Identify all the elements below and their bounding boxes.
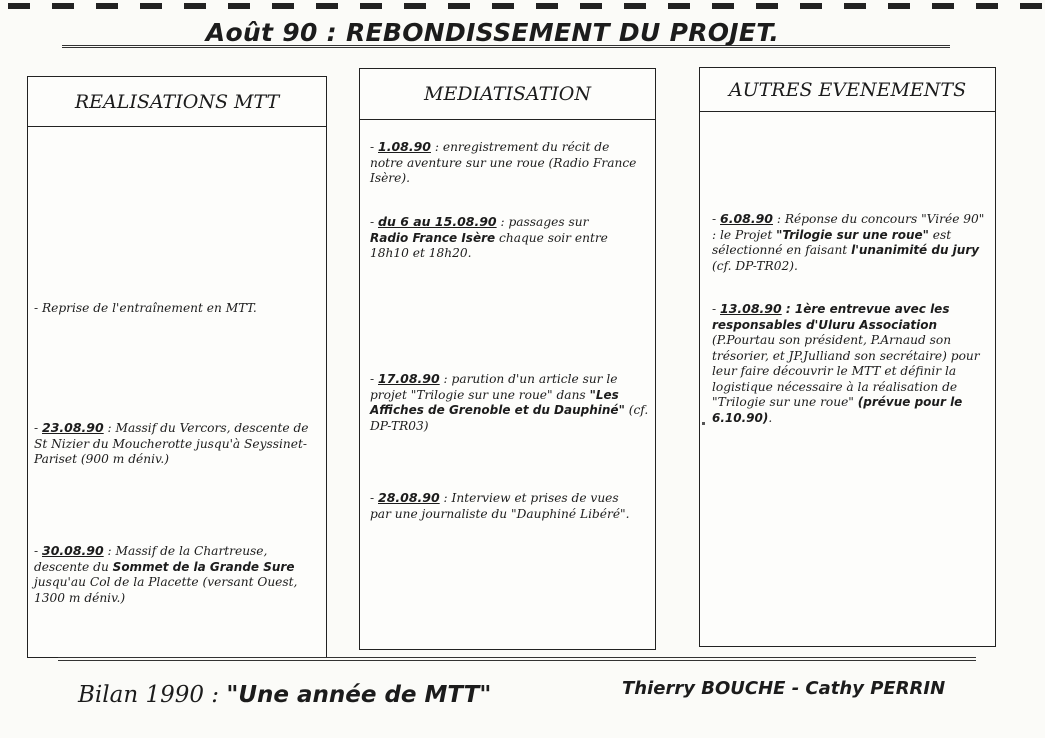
column-heading: AUTRES EVENEMENTS: [700, 68, 995, 112]
footer-divider: [58, 657, 976, 661]
entry-date: 30.08.90: [42, 543, 104, 558]
entry-13-08: - 13.08.90 : 1ère entrevue avec les responsables d'Uluru Association (P.Pourtau son président, P.Arnaud son trésorier, et JP.Julliand son secrétaire) pour leur faire découvrir le MTT et définir la logistique nécessaire à la réalisation de "Trilogie sur une roue" (prévue pour le 6.10.90).: [712, 301, 980, 425]
entry-date: 1.08.90: [378, 139, 431, 154]
entry-17-08: - 17.08.90 : parution d'un article sur le projet "Trilogie sur une roue" dans "Les Affiches de Grenoble et du Dauphiné" (cf. DP-TR03): [370, 371, 649, 433]
entry-1-08: - 1.08.90 : enregistrement du récit de notre aventure sur une roue (Radio France Isère).: [370, 139, 637, 185]
footer-authors: Thierry BOUCHE - Cathy PERRIN: [622, 678, 946, 699]
column-mediatisation: [359, 68, 656, 650]
entry-date: 6.08.90: [720, 211, 773, 226]
entry-date: 13.08.90: [720, 301, 782, 316]
entry-23-08: - 23.08.90 : Massif du Vercors, descente de St Nizier du Moucherotte jusqu'à Seyssinet-Pariset (900 m déniv.): [34, 420, 309, 466]
column-heading: REALISATIONS MTT: [28, 77, 326, 127]
entry-6-08: - 6.08.90 : Réponse du concours "Virée 90" : le Projet "Trilogie sur une roue" est sélectionné en faisant l'unanimité du jury (cf. DP-TR02).: [712, 211, 985, 273]
column-realisations: [27, 76, 327, 658]
entry-reprise: - Reprise de l'entraînement en MTT.: [34, 301, 257, 315]
entry-28-08: - 28.08.90 : Interview et prises de vues par une journaliste du "Dauphiné Libéré".: [370, 490, 630, 521]
entry-date: 28.08.90: [378, 490, 440, 505]
footer-report-title: Bilan 1990 : "Une année de MTT": [78, 682, 492, 708]
entry-date: 17.08.90: [378, 371, 440, 386]
entry-6-15-08: - du 6 au 15.08.90 : passages sur Radio France Isère chaque soir entre 18h10 et 18h20.: [370, 214, 608, 260]
entry-date: 23.08.90: [42, 420, 104, 435]
entry-date: du 6 au 15.08.90: [378, 214, 497, 229]
spiral-binding: [0, 0, 1045, 12]
title-divider: [62, 45, 950, 48]
margin-mark: [702, 422, 705, 425]
column-autres-evenements: [699, 67, 996, 647]
entry-30-08: - 30.08.90 : Massif de la Chartreuse, descente du Sommet de la Grande Sure jusqu'au Col de la Placette (versant Ouest, 1300 m déniv.): [34, 543, 298, 605]
column-heading: MEDIATISATION: [360, 69, 655, 120]
page-title: Août 90 : REBONDISSEMENT DU PROJET.: [205, 18, 780, 47]
